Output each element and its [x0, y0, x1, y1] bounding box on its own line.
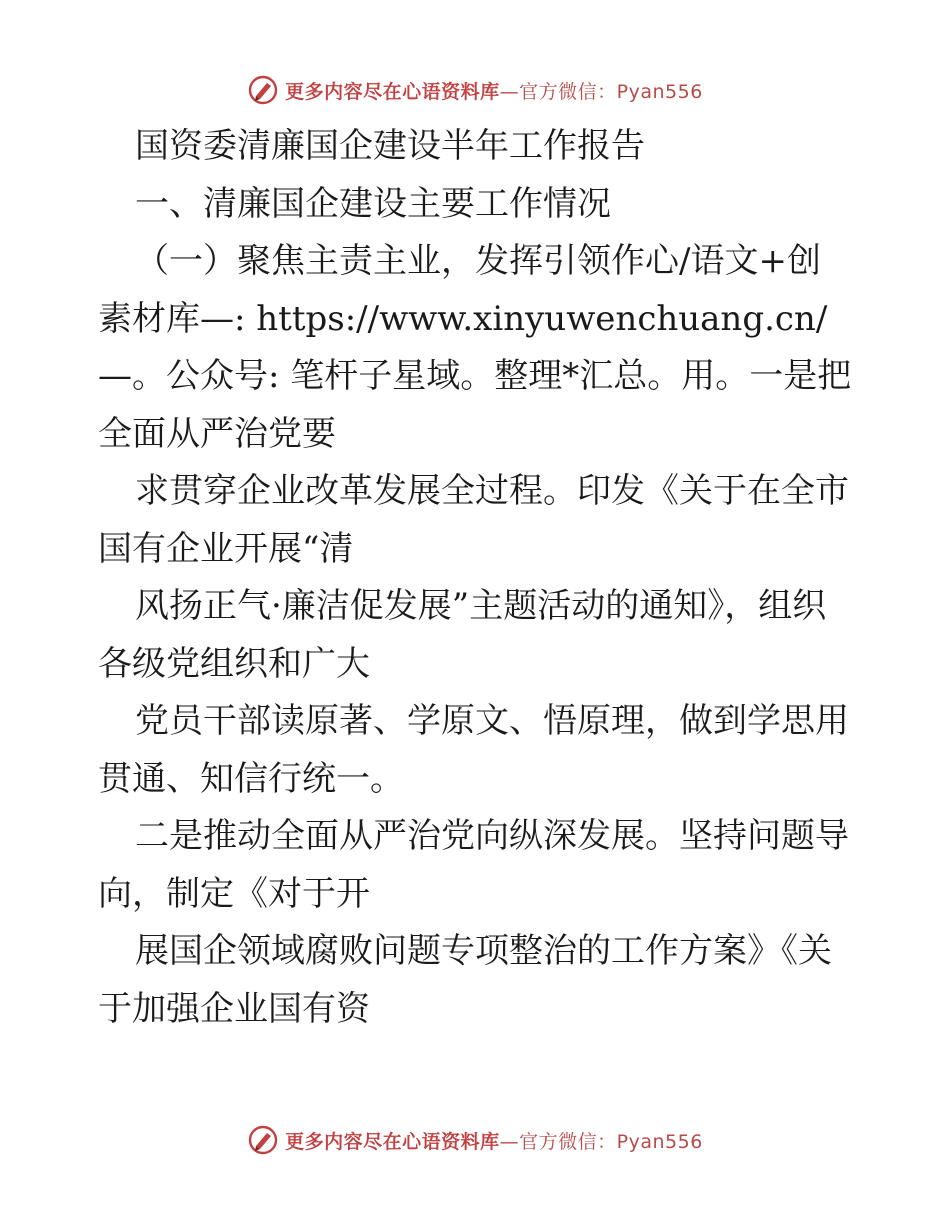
body-paragraph: 展国企领域腐败问题专项整治的工作方案》《关于加强企业国有资 [98, 931, 832, 1029]
body-paragraph: 风扬正气·廉洁促发展”主题活动的通知》，组织各级党组织和广大 [98, 586, 827, 684]
watermark-contact: —官方微信：Pyan556 [499, 80, 703, 103]
watermark-brand: 更多内容尽在心语资料库 [285, 1130, 500, 1153]
body-paragraph: 党员干部读原著、学原文、悟原理，做到学思用贯通、知信行统一。 [98, 701, 849, 799]
watermark-contact: —官方微信：Pyan556 [499, 1130, 703, 1153]
document-body [98, 118, 852, 1038]
body-paragraph: 求贯穿企业改革发展全过程。印发《关于在全市国有企业开展“清 [98, 471, 849, 569]
pen-logo-icon [247, 1124, 279, 1156]
body-paragraph: （一）聚焦主责主业，发挥引领作心/语文+创素材库—: https://www.xinyuwenchuang.cn/—。公众号: 笔杆子星域。整理*汇总。用。一是把全面从严治党要 [98, 241, 852, 454]
pen-logo-icon [247, 74, 279, 106]
section-heading: 一、清廉国企建设主要工作情况 [135, 183, 611, 224]
watermark-brand: 更多内容尽在心语资料库 [285, 80, 500, 103]
header-watermark [0, 70, 950, 110]
footer-watermark [0, 1120, 950, 1160]
document-title: 国资委清廉国企建设半年工作报告 [135, 126, 645, 166]
body-paragraph: 二是推动全面从严治党向纵深发展。坚持问题导向，制定《对于开 [98, 816, 849, 914]
